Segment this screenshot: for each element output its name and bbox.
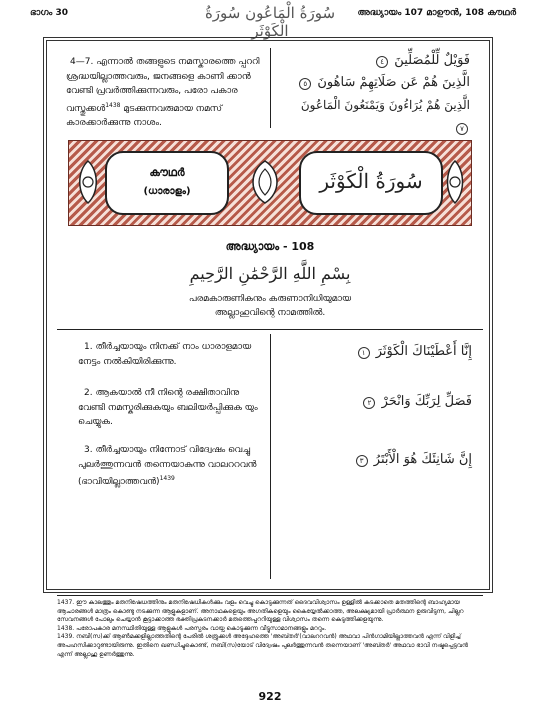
verse-number: 1.	[84, 342, 93, 352]
banner-subtitle: (ധാരാളം)	[143, 186, 191, 197]
banner-arabic-title: سُورَةُ الْكَوْثَر	[319, 169, 423, 193]
ornament-right-icon	[443, 159, 467, 205]
verse-number-4: ٤	[376, 56, 388, 68]
verse-text: തീർച്ചയായും നിന്നോട് വിദ്വേഷം വെച്ചു പുലർത്തുന്നവൻ തന്നെയാകുന്നു വാലററവൻ (ഭാവിയില്ലാത്തവൻ)	[78, 445, 257, 487]
chapter-label: അദ്ധ്യായം 107 മാഊൻ, 108 കൗഥർ	[357, 8, 516, 18]
footnote-rule	[57, 595, 483, 596]
arabic-verse-3: إِنَّ شَانِئَكَ هُوَ الْأَبْتَرُ ٣	[300, 452, 472, 467]
page-number: 922	[258, 690, 282, 703]
opening-invocation	[0, 292, 540, 320]
bismillah-calligraphy: بِسْمِ اللَّهِ الرَّحْمَٰنِ الرَّحِيمِ	[189, 264, 351, 283]
section-rule	[57, 329, 483, 330]
opening-line-2: അല്ലാഹുവിന്റെ നാമത്തിൽ.	[214, 308, 326, 318]
verse-number: 2.	[84, 388, 93, 398]
arabic-verses-4-7	[290, 50, 470, 138]
verse-number-7: ٧	[456, 123, 468, 135]
verse-number: 3.	[84, 445, 93, 455]
part-label: ഭാഗം 30	[30, 8, 68, 18]
arabic-line-2: الَّذِينَ هُمْ عَن صَلَاتِهِمْ سَاهُونَ ٥	[290, 72, 470, 94]
footnote-1438: 1438. പരോപകാര മനസ്ഥിതിയുള്ള ആളുകൾ പരസ്പരം വായ്പ കൊടുക്കുന്ന വീട്ടുസാമാനങ്ങളും മററും.	[57, 624, 327, 632]
verse-number-1: ١	[358, 347, 370, 359]
footnote-mark: 1438	[105, 101, 121, 109]
translation-verse-2	[78, 386, 258, 430]
banner-title-panel	[105, 151, 229, 215]
arabic-line-3: الَّذِينَ هُمْ يُرَاءُونَ وَيَمْنَعُونَ الْمَاعُونَ ٧	[300, 98, 470, 133]
surah-banner	[68, 140, 472, 226]
opening-line-1: പരമകാരുണികനും കരുണാനിധിയുമായ	[188, 294, 352, 304]
arabic-line-1: فَوَيْلٌ لِّلْمُصَلِّينَ ٤	[290, 50, 470, 72]
translation-verses-4-7	[66, 55, 266, 131]
verse-number-3: ٣	[356, 455, 368, 467]
verse-text: ആകയാൽ നീ നിന്റെ രക്ഷിതാവിനു വേണ്ടി നമസ്കരിക്കുകയും ബലിയർപ്പിക്കുക യും ചെയ്യുക.	[78, 388, 258, 427]
arabic-verse-2: فَصَلِّ لِرَبِّكَ وَانْحَرْ ٢	[300, 394, 472, 409]
banner-title: കൗഥർ	[149, 166, 185, 179]
banner-arabic-panel	[299, 151, 443, 215]
column-divider-main	[270, 334, 271, 579]
footnote-1439: 1439. നബി(സ)ക്ക് ആൺമക്കളില്ലാത്തതിന്റെ പേരിൽ ശത്രുക്കൾ അദ്ദേഹത്തെ 'അബ്തർ'(വാലററവൻ) അഥവാ പിൻഗാമിയില്ലാത്തവൻ എന്ന് വിളിച്ച് അപഹസിക്കാറുണ്ടായിരുന്നു. ഇതിനെ ഖണ്ഡിച്ചുകൊണ്ട്, നബി(സ)യോട് വിദ്വേഷം പുലർത്തുന്നവൻ തന്നെയാണ് 'അബ്തർ' അഥവാ ഭാവി നഷ്ടപ്പെട്ടവൻ എന്ന് അല്ലാഹു ഉണർത്തുന്നു.	[57, 633, 468, 658]
chapter-heading: അദ്ധ്യായം - 108	[225, 240, 315, 253]
ornament-left-icon	[75, 159, 101, 205]
ornament-middle-icon	[245, 159, 285, 205]
arabic-verse-1: إِنَّا أَعْطَيْنَاكَ الْكَوْثَرَ ١	[300, 344, 472, 359]
column-divider-top	[270, 48, 271, 128]
translation-verse-1	[78, 340, 258, 369]
footnote-1437: 1437. ഈ കാലത്തും മതനിഷേധത്തിനും മതനിഷേധികൾക്കും വളം വെച്ചു കൊടുക്കുന്നത് ദൈവവിശ്വാസം ഉള്ളിൽ കടക്കാതെ മതത്തിന്റെ ബാഹ്യമായ ആചാരങ്ങൾ മാത്രം കൊണ്ടു നടക്കുന്ന ആളുകളാണ്. അനാഥകളെയും അഗതികളെയും കൈയ്യേൽക്കാത്ത, അലക്ഷ്യമായി പ്രാർത്ഥന ഉരുവിടുന്ന, ചില്ലറ സേവനങ്ങൾ പോലും ചെയ്യാൻ കൂട്ടാക്കാത്ത ഭക്തിപ്രകടനക്കാർ മതത്തെപ്പററിയുള്ള വിശ്വാസം തന്നെ കെടുത്തിക്കളയുന്നു.	[57, 599, 464, 624]
footnotes	[57, 599, 483, 659]
translation-verse-3	[78, 443, 258, 490]
verse-text: തീർച്ചയായും നിനക്ക് നാം ധാരാളമായ നേട്ടം നൽകിയിരിക്കുന്നു.	[78, 342, 252, 367]
verse-ref: 4—7.	[70, 57, 94, 67]
verse-number-5: ٥	[299, 78, 311, 90]
footnote-mark: 1439	[159, 475, 175, 482]
verse-text: എന്നാൽ തങ്ങളുടെ നമസ്കാരത്തെ പ്പററി ശ്രദ്ധയില്ലാത്തവരും, ജനങ്ങളെ കാണി ക്കാൻ വേണ്ടി പ്രവർത്തിക്കുന്നവരും, പരോ പകാര വസ്തുക്കൾ	[66, 57, 260, 114]
verse-text-cont: മുടക്കുന്നവരുമായ നമസ് കാരക്കാർക്കുന്നു നാശം.	[66, 103, 223, 128]
surah-names-arabic: سُورَةُ الْمَاعُون سُورَةُ الْكَوْثَر	[204, 4, 336, 40]
verse-number-2: ٢	[363, 397, 375, 409]
